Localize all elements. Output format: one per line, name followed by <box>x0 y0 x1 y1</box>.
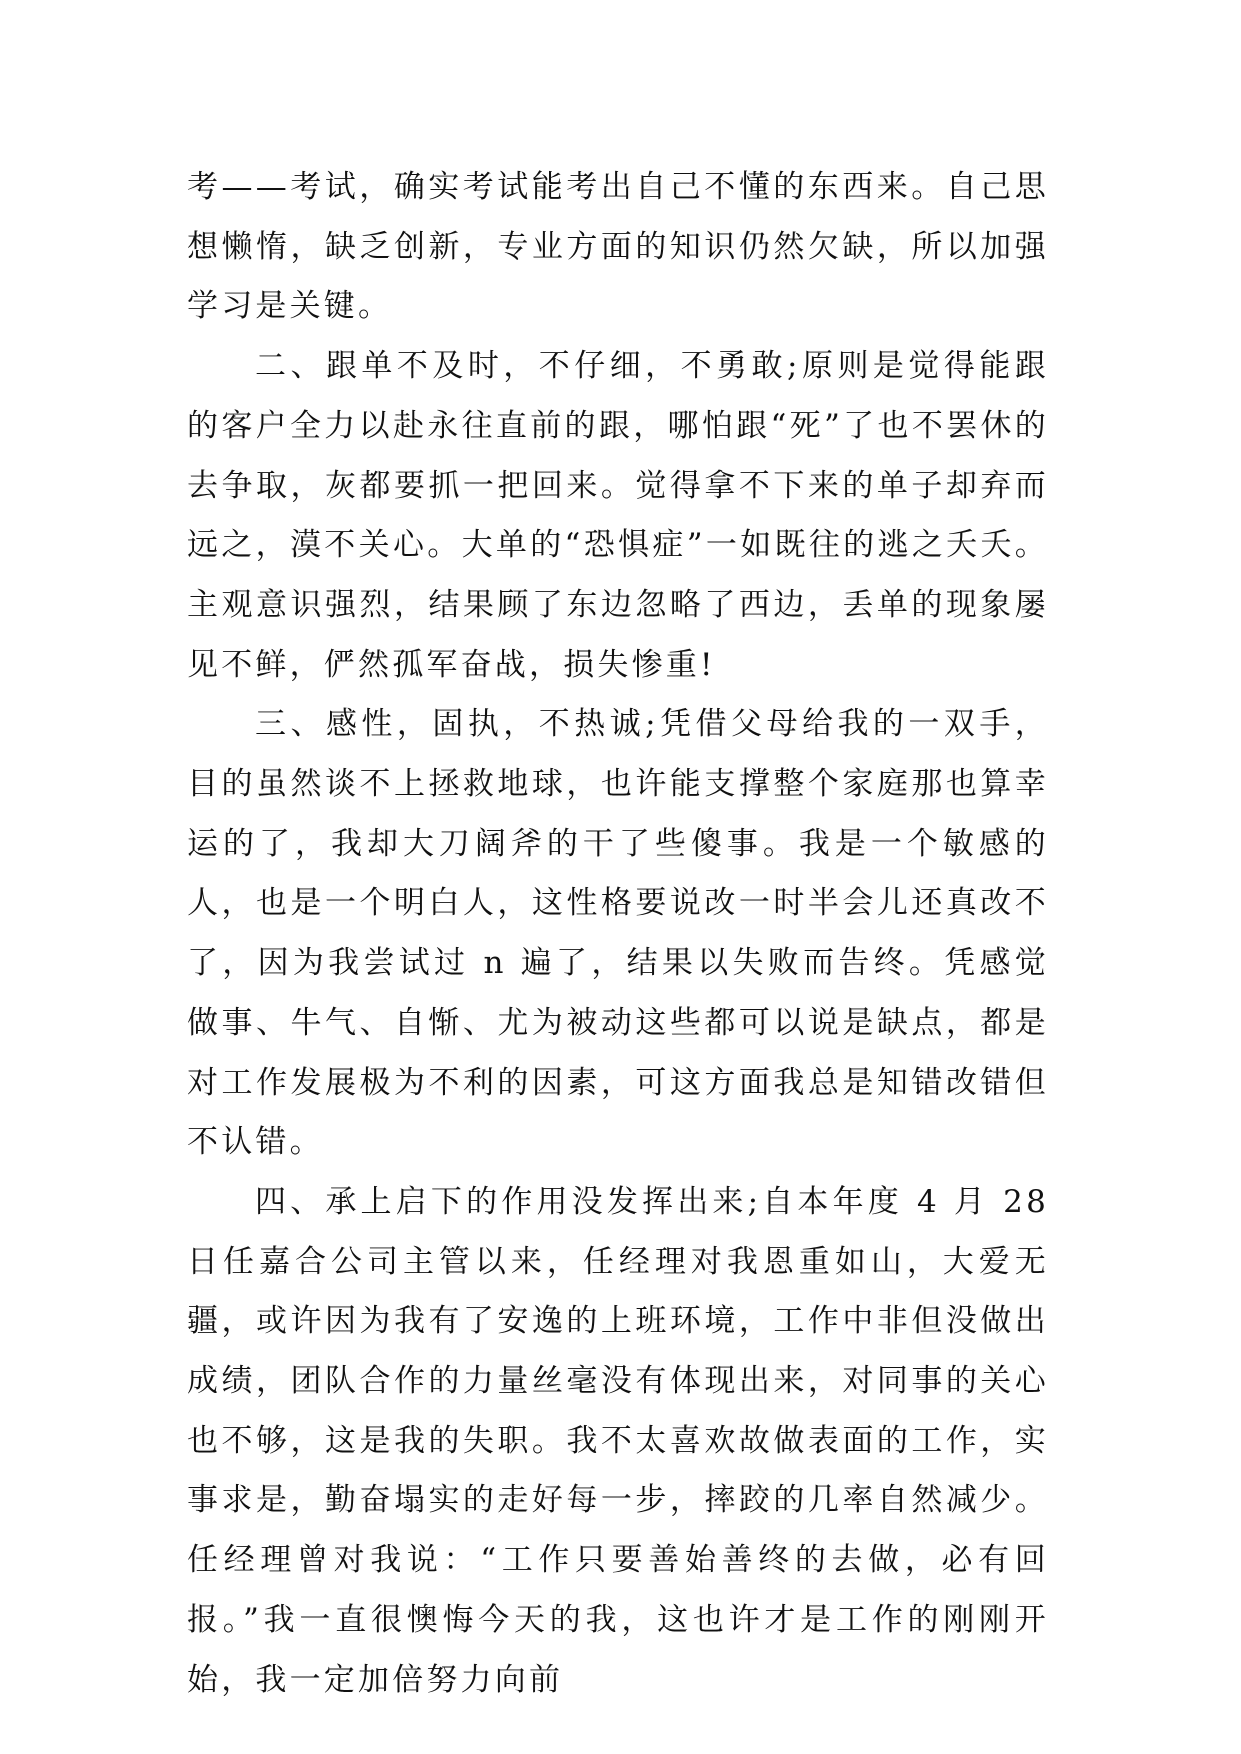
paragraph-point-two: 二、跟单不及时，不仔细，不勇敢;原则是觉得能跟的客户全力以赴永往直前的跟，哪怕跟“死”了也不罢休的去争取，灰都要抓一把回来。觉得拿不下来的单子却弃而远之，漠不关心。大单的“恐惧症”一如既往的逃之夭夭。主观意识强烈，结果顾了东边忽略了西边，丢单的现象屡见不鲜，俨然孤军奋战，损失惨重! <box>187 348 1049 683</box>
document-body <box>187 158 1049 1710</box>
paragraph-point-three: 三、感性，固执，不热诚;凭借父母给我的一双手，目的虽然谈不上拯救地球，也许能支撑整个家庭那也算幸运的了，我却大刀阔斧的干了些傻事。我是一个敏感的人，也是一个明白人，这性格要说改一时半会儿还真改不了，因为我尝试过 n 遍了，结果以失败而告终。凭感觉做事、牛气、自惭、尤为被动这些都可以说是缺点，都是对工作发展极为不利的因素，可这方面我总是知错改错但不认错。 <box>187 706 1049 1161</box>
paragraph-point-four: 四、承上启下的作用没发挥出来;自本年度 4 月 28 日任嘉合公司主管以来，任经理对我恩重如山，大爱无疆，或许因为我有了安逸的上班环境，工作中非但没做出成绩，团队合作的力量丝毫没有体现出来，对同事的关心也不够，这是我的失职。我不太喜欢故做表面的工作，实事求是，勤奋塌实的走好每一步，摔跤的几率自然减少。任经理曾对我说：“工作只要善始善终的去做，必有回报。”我一直很懊悔今天的我，这也许才是工作的刚刚开始，我一定加倍努力向前 <box>187 1183 1049 1698</box>
paragraph-continued-study: 考——考试，确实考试能考出自己不懂的东西来。自己思想懒惰，缺乏创新，专业方面的知识仍然欠缺，所以加强学习是关键。 <box>187 169 1049 325</box>
